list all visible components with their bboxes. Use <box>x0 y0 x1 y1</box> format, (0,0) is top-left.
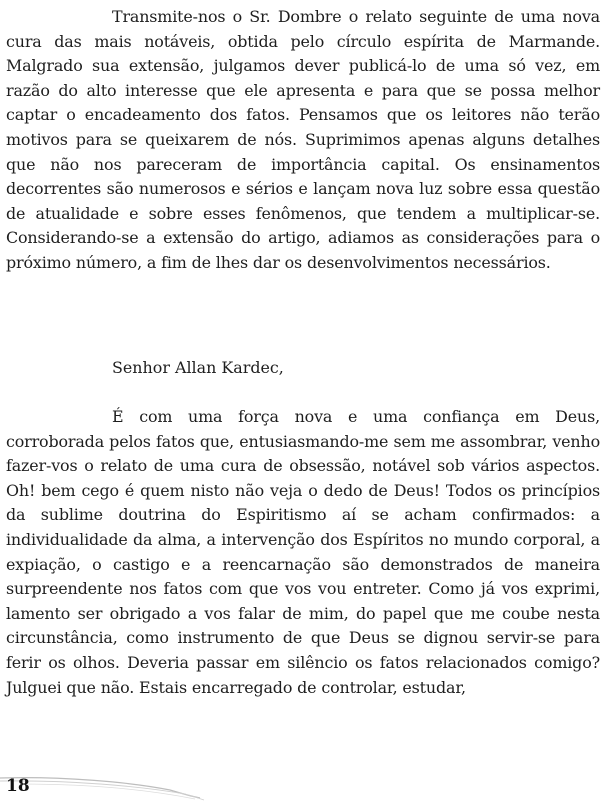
page-number: 18 <box>6 776 30 796</box>
intro-paragraph: Transmite-nos o Sr. Dombre o relato seguinte de uma nova cura das mais notáveis, obtida pelo círculo espírita de Marmande. Malgrado sua extensão, julgamos dever publicá-lo de uma só vez, em razão do alto interesse que ele apresenta e para que se possa melhor captar o encadeamento dos fatos. Pensamos que os leitores não terão motivos para se queixarem de nós. Suprimimos apenas alguns detalhes que não nos pareceram de importância capital. Os ensinamentos decorrentes são numerosos e sérios e lançam nova luz sobre essa questão de atualidade e sobre esses fenômenos, que tendem a multiplicar-se. Considerando-se a extensão do artigo, adiamos as considerações para o próximo número, a fim de lhes dar os desenvolvimentos necessários. <box>6 7 600 272</box>
footer-swoosh-decoration <box>0 772 607 802</box>
letter-salutation: Senhor Allan Kardec, <box>112 358 284 377</box>
letter-body-paragraph: É com uma força nova e uma confiança em Deus, corroborada pelos fatos que, entusiasmando-me sem me assombrar, venho fazer-vos o relato de uma cura de obsessão, notável sob vários aspectos. Oh! bem cego é quem nisto não veja o dedo de Deus! Todos os princípios da sublime doutrina do Espiritismo aí se acham confirmados: a individualidade da alma, a intervenção dos Espíritos no mundo corporal, a expiação, o castigo e a reencarnação são demonstrados de maneira surpreendente nos fatos com que vos vou entreter. Como já vos exprimi, lamento ser obrigado a vos falar de mim, do papel que me coube nesta circunstância, como instrumento de que Deus se dignou servir-se para ferir os olhos. Deveria passar em silêncio os fatos relacionados comigo? Julguei que não. Estais encarregado de controlar, estudar, <box>6 407 600 697</box>
